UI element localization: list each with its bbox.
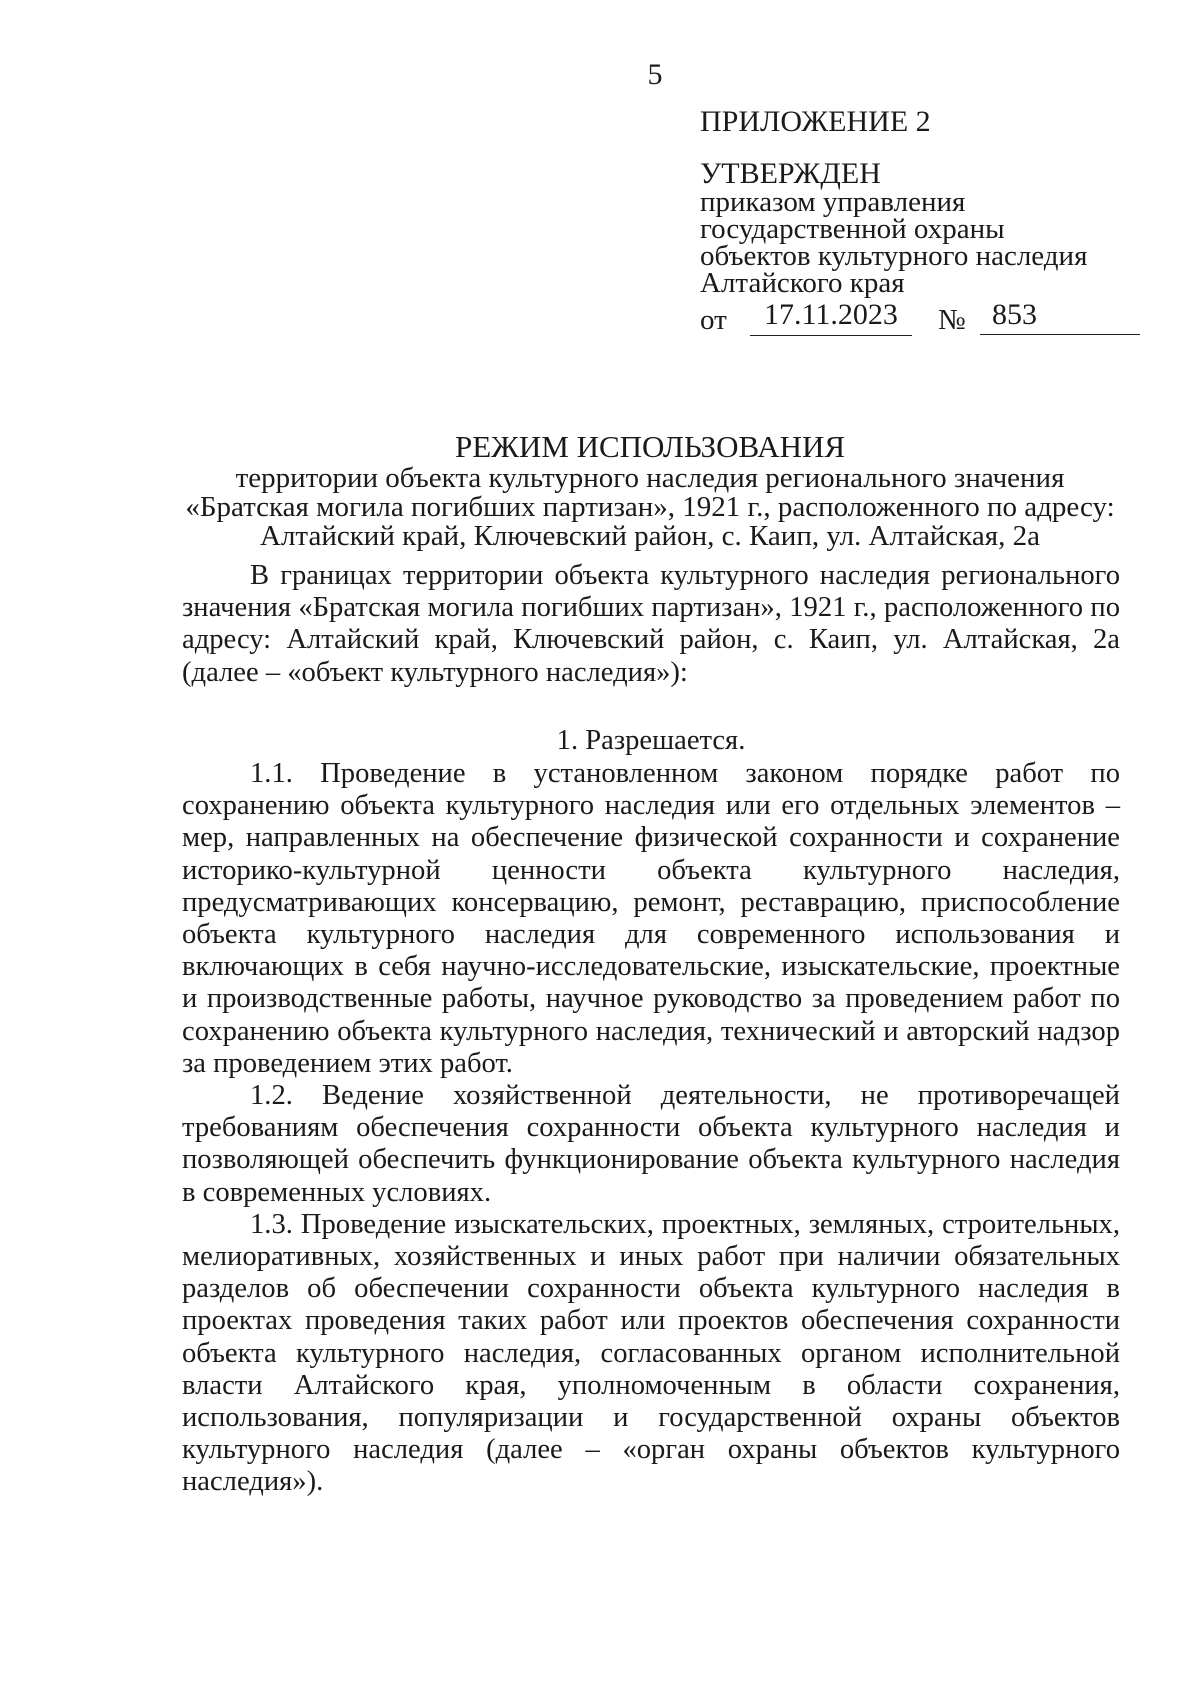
order-date: 17.11.2023 — [750, 301, 912, 336]
title-line: «Братская могила погибших партизан», 1921 г., расположенного по адресу: — [185, 491, 1115, 523]
intro-paragraph — [182, 560, 1120, 689]
item-paragraph: 1.3. Проведение изыскательских, проектных, земляных, строительных, мелиоративных, хозяйственных и иных работ при наличии обязательных разделов об обеспечении сохранности объекта культурного наследия в проектах проведения таких работ или проектов обеспечения сохранности объекта культурного наследия, согласованных органом исполнительной власти Алтайского края, уполномоченным в области сохранения, использования, популяризации и государственной охраны объектов культурного наследия (далее – «орган охраны объектов культурного наследия»). — [182, 1208, 1120, 1498]
title-line: Алтайский край, Ключевский район, с. Каип, ул. Алтайская, 2а — [260, 520, 1040, 552]
item-paragraph: 1.2. Ведение хозяйственной деятельности, не противоречащей требованиям обеспечения сохранности объекта культурного наследия и позволяющей обеспечить функционирование объекта культурного наследия в современных условиях. — [182, 1080, 1120, 1208]
title-line: территории объекта культурного наследия регионального значения — [235, 462, 1065, 494]
intro-text: В границах территории объекта культурного наследия регионального значения «Братская могила погибших партизан», 1921 г., расположенного по адресу: Алтайский край, Ключевский район, с. Каип, ул. Алтайская, 2а (далее – «объект культурного наследия»): — [182, 560, 1120, 688]
order-number: 853 — [980, 301, 1140, 335]
approved-label: УТВЕРЖДЕН — [700, 157, 881, 190]
order-date-number — [700, 298, 1140, 343]
approved-line: объектов культурного наследия — [700, 240, 1088, 272]
number-sign: № — [938, 304, 966, 336]
title-heading: РЕЖИМ ИСПОЛЬЗОВАНИЯ — [454, 429, 846, 464]
page-number: 5 — [647, 58, 663, 91]
approved-line: Алтайского края — [700, 267, 905, 299]
approved-line: приказом управления — [700, 186, 966, 218]
document-title — [180, 430, 1120, 551]
approved-line: государственной охраны — [700, 213, 1005, 245]
item-paragraph: 1.1. Проведение в установленном законом порядке работ по сохранению объекта культурного наследия или его отдельных элементов – мер, направленных на обеспечение физической сохранности и сохранение историко-культурной ценности объекта культурного наследия, предусматривающих консервацию, ремонт, реставрацию, приспособление объекта культурного наследия для современного использования и включающих в себя научно-исследовательские, изыскательские, проектные и производственные работы, научное руководство за проведением работ по сохранению объекта культурного наследия, технический и авторский надзор за проведением этих работ. — [182, 758, 1120, 1079]
approval-stamp — [700, 105, 1140, 343]
section-title: 1. Разрешается. — [556, 725, 746, 756]
from-label: от — [700, 304, 727, 336]
section-items — [182, 758, 1120, 1499]
appendix-label: ПРИЛОЖЕНИЕ 2 — [700, 105, 931, 138]
